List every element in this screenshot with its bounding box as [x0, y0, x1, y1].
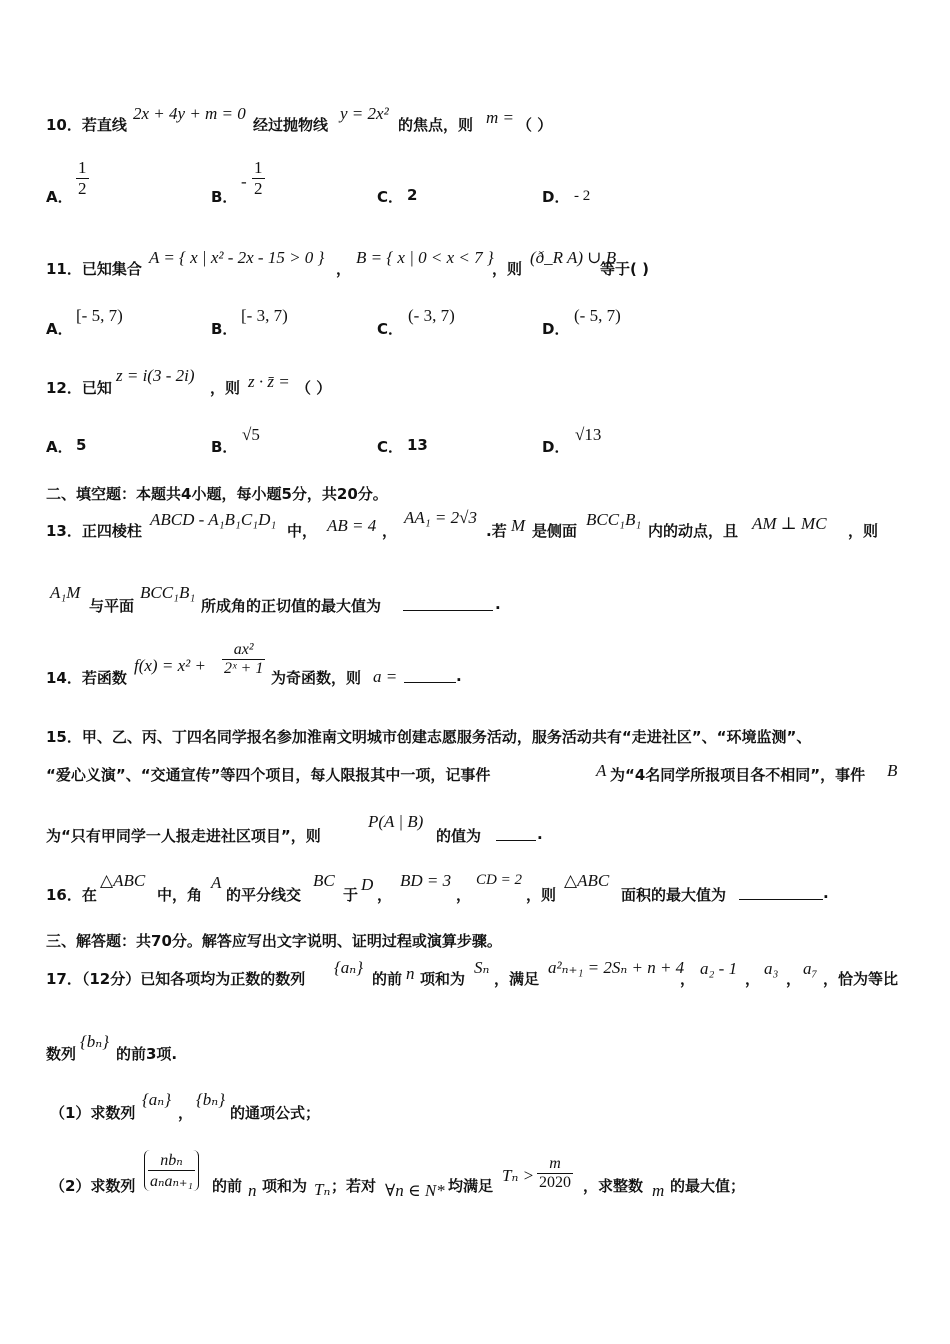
- option-value: [- 3, 7): [241, 306, 288, 325]
- option-sign: -: [241, 172, 247, 191]
- math-D: D: [361, 875, 374, 894]
- math-B: B: [887, 761, 898, 780]
- question-text: 的焦点，则: [398, 116, 474, 134]
- math-inequality: Tₙ >: [502, 1166, 535, 1185]
- period: .: [495, 595, 501, 613]
- question-number: 14．: [46, 669, 82, 687]
- part-2-text: ；若对: [331, 1177, 377, 1195]
- part-1-text: 的通项公式；: [230, 1104, 321, 1122]
- part-2-text: 项和为: [262, 1177, 308, 1195]
- option-value: 5: [76, 436, 87, 454]
- option-fraction: [252, 158, 265, 199]
- question-text: ，则: [210, 379, 241, 397]
- question-10: [46, 114, 127, 135]
- math-Sn: Sₙ: [474, 958, 490, 977]
- section-heading: 三、解答题：共70分。解答应写出文字说明、证明过程或演算步骤。: [46, 932, 502, 950]
- question-text: 数列: [46, 1045, 77, 1063]
- option-label: D．: [542, 188, 570, 206]
- part-2-text: 的前: [212, 1177, 243, 1195]
- math-expression: (ð_R A) ∪ B: [530, 248, 617, 267]
- math-M: M: [511, 516, 526, 535]
- fraction-denominator: 2: [254, 179, 263, 198]
- math-perp: AM ⊥ MC: [752, 514, 827, 533]
- separator: ，: [680, 970, 696, 988]
- question-text: 中，角: [157, 886, 203, 904]
- question-number: 13．: [46, 522, 82, 540]
- separator: ，: [456, 886, 472, 904]
- question-text: 正四棱柱: [81, 522, 142, 540]
- math-bd: BD = 3: [400, 871, 452, 890]
- part-2-text: 均满足: [448, 1177, 494, 1195]
- question-text: ，满足: [494, 970, 540, 988]
- question-12: [46, 377, 112, 398]
- math-sequence-a: {aₙ}: [334, 958, 363, 977]
- math-a7: a₇: [803, 959, 818, 978]
- question-number: 17．: [46, 970, 82, 988]
- math-cd: CD = 2: [476, 872, 522, 888]
- question-text: 所成角的正切值的最大值为: [201, 597, 382, 615]
- part-1-text: （1）求数列: [50, 1104, 136, 1122]
- question-text: 若直线: [81, 116, 127, 134]
- question-text: （12分）已知各项均为正数的数列: [81, 970, 306, 988]
- fraction-denominator: aₙaₙ₊₁: [148, 1170, 195, 1191]
- option-label: D．: [542, 438, 570, 456]
- question-15: [46, 726, 811, 747]
- question-text: 若函数: [81, 669, 127, 687]
- option-label: A．: [46, 320, 73, 338]
- question-text: 于: [343, 886, 359, 904]
- question-number: 10．: [46, 116, 82, 134]
- option-label: B．: [211, 320, 238, 338]
- math-face: BCC₁B₁: [140, 583, 196, 602]
- math-parabola: y = 2x²: [340, 104, 389, 123]
- option-value: 13: [407, 436, 428, 454]
- option-value: (- 3, 7): [408, 306, 455, 325]
- question-text: “爱心义演”、“交通宣传”等四个项目，每人限报其中一项，记事件: [46, 766, 491, 784]
- math-m: m: [652, 1181, 665, 1200]
- math-a1m: A₁M: [50, 583, 81, 602]
- question-number: 12．: [46, 379, 82, 397]
- question-text: ，恰为等比: [823, 970, 899, 988]
- answer-blank[interactable]: [739, 885, 823, 904]
- question-text: 中，: [287, 522, 318, 540]
- math-Tn: Tₙ: [314, 1180, 331, 1199]
- question-text: 经过抛物线: [253, 116, 329, 134]
- question-text: 与平面: [89, 597, 135, 615]
- separator: ，: [745, 970, 761, 988]
- option-label: B．: [211, 188, 238, 206]
- math-fraction: [144, 1150, 199, 1191]
- math-z: z = i(3 - 2i): [116, 366, 195, 385]
- question-number: 15．: [46, 728, 82, 746]
- math-a2: a₂ - 1: [700, 959, 738, 978]
- fraction-denominator: 2: [78, 179, 87, 198]
- question-text: 已知: [81, 379, 112, 397]
- question-text: 在: [81, 886, 97, 904]
- math-set-A: A = { x | x² - 2x - 15 > 0 }: [149, 248, 325, 267]
- question-text: ，则: [848, 522, 879, 540]
- math-n: n: [406, 964, 415, 983]
- option-label: C．: [377, 188, 404, 206]
- math-set-B: B = { x | 0 < x < 7 }: [356, 248, 494, 267]
- fraction-denominator: 2ˣ + 1: [224, 660, 264, 677]
- answer-blank[interactable]: [403, 596, 493, 615]
- question-text: 内的动点，且: [648, 522, 739, 540]
- question-14: [46, 667, 127, 688]
- answer-blank[interactable]: [496, 826, 536, 845]
- question-text: 的平分线交: [226, 886, 302, 904]
- question-text: 是侧面: [532, 522, 578, 540]
- math-fraction: [222, 641, 265, 678]
- separator: ，: [178, 1104, 194, 1122]
- math-a: a =: [373, 667, 398, 686]
- math-expression: z · z̄ =: [248, 372, 290, 391]
- answer-paren: （ ）: [517, 116, 553, 134]
- question-text: 甲、乙、丙、丁四名同学报名参加淮南文明城市创建志愿服务活动，服务活动共有“走进社区”、“环境监测”、: [81, 728, 812, 746]
- separator: ，: [377, 886, 393, 904]
- math-n: n: [248, 1181, 257, 1200]
- question-13: [46, 520, 142, 541]
- question-text: 的前3项.: [116, 1045, 178, 1063]
- option-label: D．: [542, 320, 570, 338]
- section-heading: 二、填空题：本题共4小题，每小题5分，共20分。: [46, 485, 388, 503]
- option-label: C．: [377, 438, 404, 456]
- option-value: - 2: [574, 188, 591, 204]
- period: .: [456, 667, 462, 685]
- question-text: 为奇函数，则: [271, 669, 362, 687]
- option-value: √5: [242, 425, 260, 444]
- option-value: √13: [575, 425, 602, 444]
- math-m: m =: [486, 108, 514, 127]
- question-number: 11．: [46, 260, 82, 278]
- separator: ，: [336, 260, 352, 278]
- fraction-numerator: m: [549, 1155, 561, 1172]
- math-sequence-a: {aₙ}: [142, 1090, 171, 1109]
- question-text: .若: [486, 522, 507, 540]
- part-2-text: （2）求数列: [50, 1177, 136, 1195]
- question-text: ，则: [492, 260, 523, 278]
- math-line-equation: 2x + 4y + m = 0: [133, 104, 246, 123]
- math-sequence-b: {bₙ}: [196, 1090, 225, 1109]
- question-text: 项和为: [420, 970, 466, 988]
- fraction-denominator: 2020: [539, 1174, 571, 1191]
- question-text: 为“4名同学所报项目各不相同”，事件: [610, 766, 866, 784]
- question-text: 面积的最大值为: [621, 886, 727, 904]
- fraction-numerator: 1: [254, 158, 263, 177]
- option-value: [- 5, 7): [76, 306, 123, 325]
- math-A: A: [596, 761, 607, 780]
- period: .: [537, 825, 543, 843]
- option-label: A．: [46, 438, 73, 456]
- math-prism: ABCD - A₁B₁C₁D₁: [150, 510, 277, 529]
- math-aa1: AA₁ = 2√3: [404, 508, 477, 527]
- option-label: A．: [46, 188, 73, 206]
- math-function: f(x) = x² +: [134, 656, 206, 675]
- option-label: B．: [211, 438, 238, 456]
- math-ab: AB = 4: [327, 516, 377, 535]
- option-label: C．: [377, 320, 404, 338]
- fraction-numerator: nbₙ: [160, 1152, 183, 1169]
- answer-blank[interactable]: [404, 668, 456, 687]
- option-value: 2: [407, 186, 418, 204]
- question-text: 的前: [372, 970, 403, 988]
- part-2-text: 的最大值；: [670, 1177, 746, 1195]
- fraction-numerator: 1: [78, 158, 87, 177]
- answer-paren: 等于( ): [600, 260, 649, 278]
- math-triangle: △ABC: [100, 871, 146, 890]
- question-11: [46, 258, 142, 279]
- period: .: [823, 884, 829, 902]
- math-BC: BC: [313, 871, 335, 890]
- question-text: 的值为: [436, 827, 482, 845]
- question-text: 为“只有甲同学一人报走进社区项目”，则: [46, 827, 321, 845]
- option-fraction: [76, 158, 89, 199]
- math-triangle: △ABC: [564, 871, 610, 890]
- part-2-text: ，求整数: [583, 1177, 644, 1195]
- question-16: [46, 884, 97, 905]
- answer-paren: （ ）: [296, 379, 332, 397]
- question-17: [46, 968, 305, 989]
- math-fraction: [537, 1155, 573, 1192]
- fraction-numerator: ax²: [233, 641, 254, 658]
- math-probability: P(A | B): [368, 812, 424, 831]
- separator: ，: [786, 970, 802, 988]
- separator: ，: [382, 522, 398, 540]
- math-forall: ∀n ∈ N*: [385, 1181, 445, 1200]
- math-a3: a₃: [764, 959, 779, 978]
- math-face: BCC₁B₁: [586, 510, 642, 529]
- question-number: 16．: [46, 886, 82, 904]
- option-value: (- 5, 7): [574, 306, 621, 325]
- math-A: A: [211, 873, 222, 892]
- math-sequence-b: {bₙ}: [80, 1032, 109, 1051]
- math-relation: a²ₙ₊₁ = 2Sₙ + n + 4: [548, 958, 685, 977]
- question-text: ，则: [526, 886, 557, 904]
- question-text: 已知集合: [81, 260, 142, 278]
